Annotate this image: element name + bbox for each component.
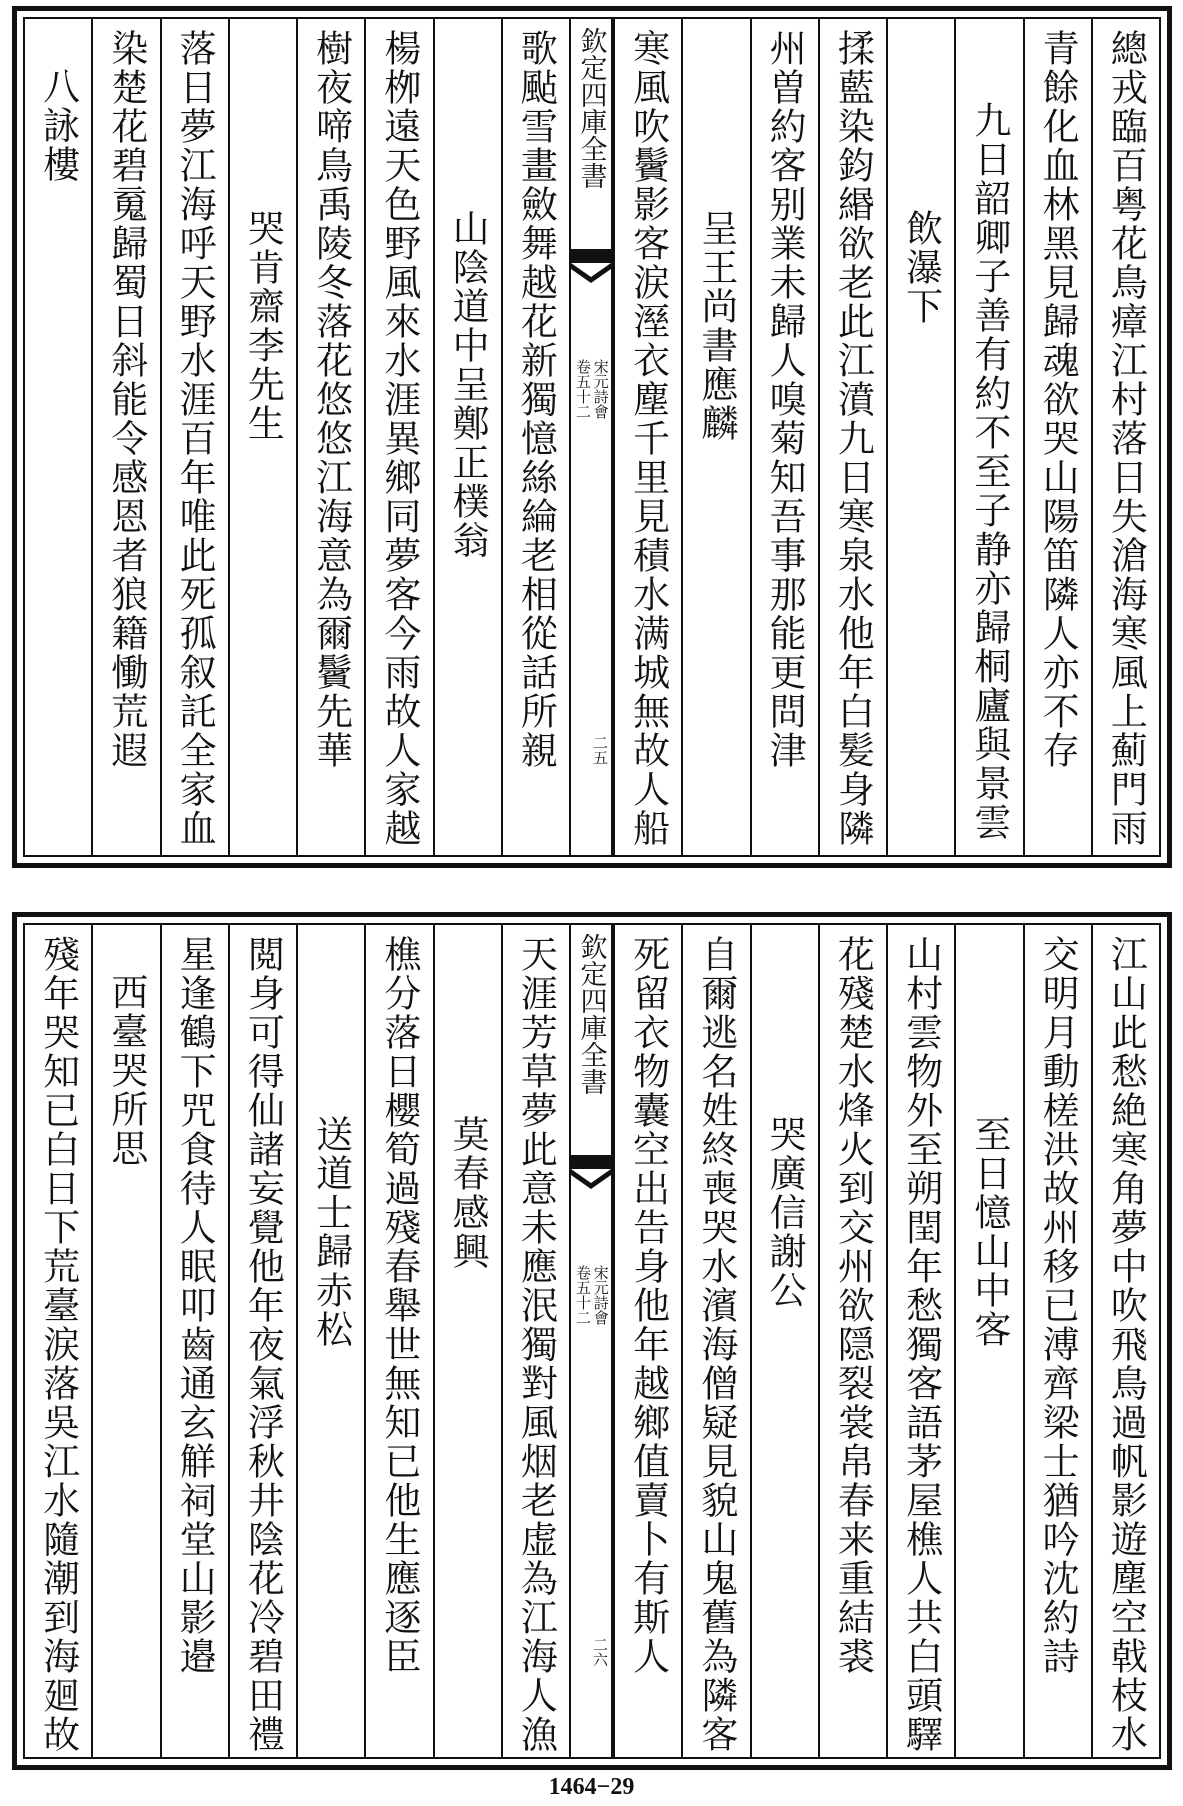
text-column: 殘年哭知已白日下荒臺涙落吳江水隨潮到海廻故 bbox=[36, 935, 80, 1754]
top-page-columns bbox=[23, 17, 1161, 857]
volume-number: 卷五十二 bbox=[574, 359, 592, 419]
poem-title-column: 九日韶卿子善有約不至子静亦歸桐廬與景雲 bbox=[954, 19, 1022, 855]
page-number: 二五 bbox=[591, 735, 609, 765]
bottom-page-columns bbox=[23, 923, 1161, 1759]
library-title: 欽定四庫全書 bbox=[575, 27, 607, 189]
page-number: 二六 bbox=[591, 1637, 609, 1667]
poem-title-column: 莫春感興 bbox=[433, 925, 501, 1757]
text-column: 山村雲物外至朔閏年愁獨客語茅屋樵人共白頭驛 bbox=[886, 925, 954, 1757]
poem-title-column: 飲瀑下 bbox=[886, 19, 954, 855]
collection-title: 宋元詩會 bbox=[591, 1265, 610, 1325]
text-column: 州曽約客别業未歸人嗅菊知吾事那能更問津 bbox=[750, 19, 818, 855]
text-column: 交明月動槎洪故州移已溥齊梁士猶吟沈約詩 bbox=[1023, 925, 1091, 1757]
spine-subtitle bbox=[571, 359, 611, 419]
text-column: 青餘化血林黑見歸魂欲哭山陽笛隣人亦不存 bbox=[1023, 19, 1091, 855]
poem-title-column: 至日憶山中客 bbox=[954, 925, 1022, 1757]
poem-title-column: 八詠樓 bbox=[36, 67, 80, 184]
poem-title-column: 呈王尚書應麟 bbox=[681, 19, 749, 855]
poem-title-column: 送道士歸赤松 bbox=[296, 925, 364, 1757]
text-column: 江山此愁絶寒角夢中吹飛鳥過帆影遊塵空戟枝水 bbox=[1091, 925, 1159, 1757]
poem-title-column: 哭廣信謝公 bbox=[750, 925, 818, 1757]
volume-number: 卷五十二 bbox=[574, 1265, 592, 1325]
text-column: 閲身可得仙諸妄覺他年夜氣浮秋井陰花冷碧田禮 bbox=[228, 925, 296, 1757]
text-column: 總戎臨百粤花鳥瘴江村落日失滄海寒風上薊門雨 bbox=[1091, 19, 1159, 855]
text-column: 天涯芳草夢此意未應泯獨對風烟老虚為江海人漁 bbox=[501, 925, 569, 1757]
text-column: 歌颭雪畫斂舞越花新獨憶絲綸老相從話所親 bbox=[501, 19, 569, 855]
library-title: 欽定四庫全書 bbox=[575, 933, 607, 1095]
text-column: 星逢鶴下咒食待人眠叩齒通玄觧祠堂山影邉 bbox=[160, 925, 228, 1757]
text-column: 落日夢江海呼天野水涯百年唯此死孤叙託全家血 bbox=[160, 19, 228, 855]
fish-tail-ornament-icon bbox=[571, 1155, 611, 1195]
text-column: 寒風吹鬢影客涙溼衣塵千里見積水满城無故人船 bbox=[613, 19, 681, 855]
text-column: 自爾逃名姓終喪哭水濱海僧疑見貌山鬼舊為隣客 bbox=[681, 925, 749, 1757]
text-column: 楊栁遠天色野風來水涯異鄉同夢客今雨故人家越 bbox=[364, 19, 432, 855]
bottom-page bbox=[12, 912, 1172, 1770]
collection-title: 宋元詩會 bbox=[591, 359, 610, 419]
fish-tail-ornament-icon bbox=[571, 249, 611, 289]
text-column: 樹夜啼鳥禹陵冬落花悠悠江海意為爾鬢先華 bbox=[296, 19, 364, 855]
poem-title-column: 山陰道中呈鄭正樸翁 bbox=[433, 19, 501, 855]
center-spine bbox=[569, 925, 613, 1757]
text-column: 揉藍染鈞緡欲老此江濆九日寒泉水他年白髪身隣 bbox=[818, 19, 886, 855]
text-column: 染楚花碧䰟歸蜀日斜能令感恩者狼籍慟荒遐 bbox=[91, 19, 159, 855]
text-column: 死留衣物囊空出告身他年越鄉值賣卜有斯人 bbox=[613, 925, 681, 1757]
top-page bbox=[12, 6, 1172, 868]
text-column: 樵分落日櫻筍過殘春舉世無知已他生應逐臣 bbox=[364, 925, 432, 1757]
page-footer-number: 1464−29 bbox=[548, 1774, 635, 1800]
poem-title-column: 西臺哭所思 bbox=[91, 925, 159, 1757]
text-column: 花殘楚水烽火到交州欲隠裂裳帛春来重結裘 bbox=[818, 925, 886, 1757]
poem-title-column: 哭肯齋李先生 bbox=[228, 19, 296, 855]
center-spine bbox=[569, 19, 613, 855]
spine-subtitle bbox=[571, 1265, 611, 1325]
